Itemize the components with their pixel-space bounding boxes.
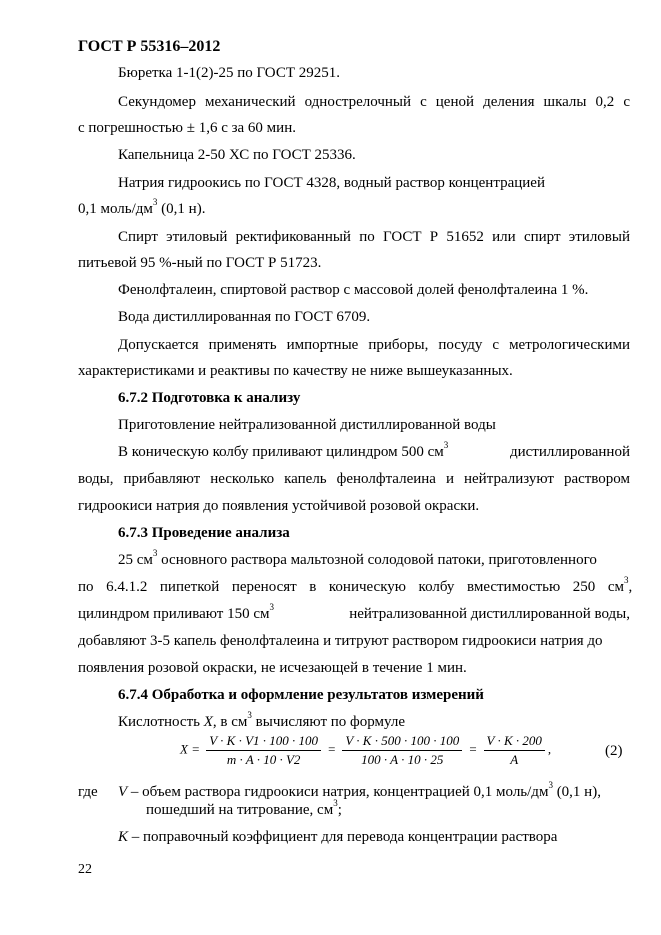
- formula-lhs: X =: [180, 741, 200, 757]
- definition-k: K – поправочный коэффициент для перевода концентрации раствора: [118, 829, 558, 845]
- document-header: ГОСТ Р 55316–2012: [78, 38, 221, 55]
- text-line: Натрия гидроокись по ГОСТ 4328, водный раствор концентрацией: [118, 175, 545, 191]
- text-line: Допускается применять импортные приборы, посуду с метрологическими: [118, 337, 630, 353]
- text-line: 25 $см^3$ основного раствора мальтозной солодовой патоки, приготовленного: [118, 548, 597, 568]
- text-line: Секундомер механический однострелочный с ценой деления шкалы 0,2 с: [118, 94, 630, 110]
- text-line: Кислотность X, в $см^3$ вычисляют по формуле: [118, 710, 405, 730]
- definition-v-cont: пошедший на титрование, $см^3$;: [146, 798, 342, 818]
- text-line: добавляют 3-5 капель фенолфталеина и титруют раствором гидроокиси натрия до: [78, 633, 603, 649]
- formula: X = $\frac{V \cdot K \cdot V1 \cdot 100 \cdot 100}{m \cdot A \cdot 10 \cdot V2}$ = $\frac{V \cdot K \cdot 500 \cdot 100 \cdot 100}{100 \cdot A \cdot 10 \cdot 25}$ = $\frac{V \cdot K \cdot 200}{A}$ ,: [180, 733, 552, 767]
- text-line: Приготовление нейтрализованной дистиллированной воды: [118, 417, 496, 433]
- section-heading: 6.7.4 Обработка и оформление результатов измерений: [118, 687, 484, 703]
- text-line: Бюретка 1-1(2)-25 по ГОСТ 29251.: [118, 65, 340, 81]
- text-line: питьевой 95 %-ный по ГОСТ Р 51723.: [78, 255, 322, 271]
- text-line: цилиндром приливают 150 $см^3$ нейтрализованной дистиллированной воды,: [78, 602, 630, 622]
- text-line: В коническую колбу приливают цилиндром 500 $см^3$ дистиллированной: [118, 440, 630, 460]
- fraction: $\frac{V \cdot K \cdot V1 \cdot 100 \cdot 100}{m \cdot A \cdot 10 \cdot V2}$: [206, 733, 321, 768]
- definition-v: V – объем раствора гидроокиси натрия, концентрацией 0,1 моль/$дм^3$ (0,1 н),: [118, 780, 601, 800]
- text-line: воды, прибавляют несколько капель фенолфталеина и нейтрализуют раствором: [78, 471, 630, 487]
- where-label: где: [78, 784, 98, 800]
- text-line: характеристиками и реактивы по качеству не ниже вышеуказанных.: [78, 363, 513, 379]
- fraction: $\frac{V \cdot K \cdot 500 \cdot 100 \cdot 100}{100 \cdot A \cdot 10 \cdot 25}$: [342, 733, 462, 768]
- text-line: с погрешностью ± 1,6 с за 60 мин.: [78, 120, 296, 136]
- text-line: Фенолфталеин, спиртовой раствор с массовой долей фенолфталеина 1 %.: [118, 282, 589, 298]
- text-line: 0,1 моль/$дм^3$ (0,1 н).: [78, 197, 206, 217]
- fraction: $\frac{V \cdot K \cdot 200}{A}$: [484, 733, 545, 768]
- text-line: Вода дистиллированная по ГОСТ 6709.: [118, 309, 371, 325]
- equation-number: (2): [605, 743, 623, 759]
- text-line: появления розовой окраски, не исчезающей в течение 1 мин.: [78, 660, 467, 676]
- text-line: Спирт этиловый ректификованный по ГОСТ Р 51652 или спирт этиловый: [118, 229, 630, 245]
- page-number: 22: [78, 862, 92, 877]
- text-line: Капельница 2-50 ХС по ГОСТ 25336.: [118, 147, 356, 163]
- text-line: по 6.4.1.2 пипеткой переносят в коническую колбу вместимостью 250 $см^3$,: [78, 575, 633, 595]
- text-line: гидроокиси натрия до появления устойчивой розовой окраски.: [78, 498, 480, 514]
- section-heading: 6.7.3 Проведение анализа: [118, 525, 290, 541]
- section-heading: 6.7.2 Подготовка к анализу: [118, 390, 301, 406]
